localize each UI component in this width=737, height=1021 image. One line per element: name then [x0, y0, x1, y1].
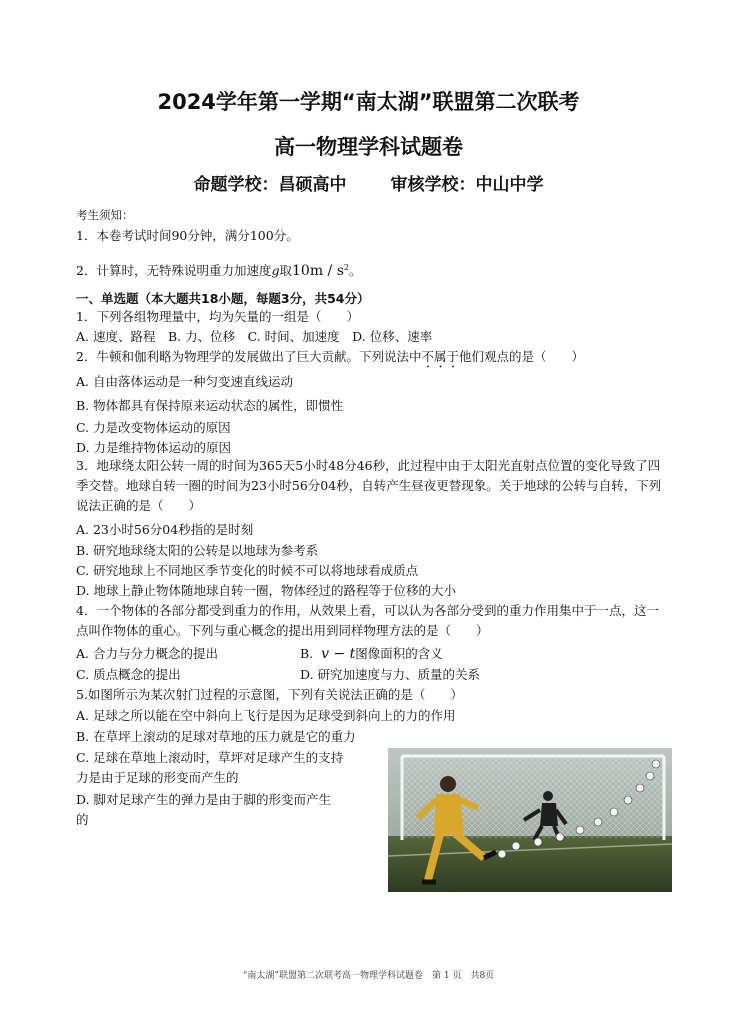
- notice-heading: 考生须知：: [76, 208, 134, 222]
- gravity-exponent: 2: [343, 263, 349, 272]
- q4-option-c: C. 质点概念的提出: [76, 667, 181, 682]
- q5-option-d-line2: 的: [76, 812, 89, 827]
- q3-option-c: C. 研究地球上不同地区季节变化的时候不可以将地球看成质点: [76, 563, 419, 578]
- penalty-kick-illustration: [388, 748, 672, 892]
- q4-option-b-suffix: 图像面积的含义: [355, 646, 443, 661]
- q2-option-d: D. 力是维持物体运动的原因: [76, 440, 232, 455]
- notice-item-2-prefix: 2．计算时，无特殊说明重力加速度: [76, 263, 272, 279]
- q3-option-b: B. 研究地球绕太阳的公转是以地球为参考系: [76, 543, 319, 558]
- q1-stem: 1．下列各组物理量中，均为矢量的一组是（ ）: [76, 309, 359, 324]
- notice-item-1: 1．本卷考试时间90分钟，满分100分。: [76, 228, 299, 243]
- q5-option-c-line2: 力是由于足球的形变而产生的: [76, 770, 239, 785]
- q2-option-b: B. 物体都具有保持原来运动状态的属性，即惯性: [76, 398, 344, 413]
- penalty-kick-photo: [388, 748, 672, 892]
- q3-option-d: D. 地球上静止物体随地球自转一圈，物体经过的路程等于位移的大小: [76, 583, 457, 598]
- q5-stem: 5.如图所示为某次射门过程的示意图，下列有关说法正确的是（ ）: [76, 687, 463, 702]
- q3-stem: 3．地球绕太阳公转一周的时间为365天5小时48分46秒，此过程中由于太阳光直射点位置的变化导致了四季交替。地球自转一圈的时间为23小时56分04秒，自转产生昼夜更替现象。关于地球的公转与自转，下列说法正确的是（ ）: [76, 458, 662, 513]
- q4-option-a: A. 合力与分力概念的提出: [76, 646, 218, 661]
- notice-item-2-suffix: 。: [349, 263, 362, 279]
- q3-option-a: A. 23小时56分04秒指的是时刻: [76, 522, 254, 537]
- q2-stem-a: 2．牛顿和伽利略为物理学的发展做出了巨大贡献。下列说法中: [76, 349, 422, 364]
- page-footer: “南太湖”联盟第二次联考高一物理学科试题卷 第 1 页 共8页: [242, 971, 495, 981]
- gravity-value: 10m / s: [292, 263, 344, 280]
- notice-item-2-mid: 取: [279, 263, 292, 279]
- q4-stem: 4．一个物体的各部分都受到重力的作用，从效果上看，可以认为各部分受到的重力作用集中于一点，这一点叫作物体的重心。下列与重心概念的提出用到同样物理方法的是（ ）: [76, 603, 659, 638]
- reviewer-school: 审核学校：中山中学: [390, 175, 544, 195]
- q5-option-b: B. 在草坪上滚动的足球对草地的压力就是它的重力: [76, 729, 356, 744]
- exam-title: 2024学年第一学期“南太湖”联盟第二次联考: [157, 90, 580, 114]
- q4-option-b: [300, 644, 443, 664]
- q2-option-c: C. 力是改变物体运动的原因: [76, 420, 231, 435]
- q2-option-a: A. 自由落体运动是一种匀变速直线运动: [76, 374, 293, 389]
- exam-subtitle: 高一物理学科试题卷: [274, 135, 463, 159]
- q4-option-d: D. 研究加速度与力、质量的关系: [300, 667, 481, 682]
- notice-item-2: [76, 258, 362, 281]
- q5-option-d-line1: D. 脚对足球产生的弹力是由于脚的形变而产生: [76, 792, 332, 807]
- school-info: [0, 170, 737, 195]
- q5-option-c-line1: C. 足球在草地上滚动时，草坪对足球产生的支持: [76, 750, 344, 765]
- q1-options: A. 速度、路程 B. 力、位移 C. 时间、加速度 D. 位移、速率: [76, 329, 433, 344]
- section-title: 一、单选题（本大题共18小题，每题3分，共54分）: [76, 291, 370, 306]
- vt-symbol: v − t: [321, 646, 356, 662]
- q4-option-b-prefix: B.: [300, 646, 314, 661]
- q2-stem-b: 他们观点的是（ ）: [458, 349, 584, 364]
- q2-stem-emphasis: 不属于: [421, 349, 459, 364]
- q5-option-a: A. 足球之所以能在空中斜向上飞行是因为足球受到斜向上的力的作用: [76, 708, 456, 723]
- proposer-school: 命题学校：昌硕高中: [193, 175, 347, 195]
- q2-stem: [76, 347, 584, 371]
- gravity-symbol: g: [271, 263, 280, 279]
